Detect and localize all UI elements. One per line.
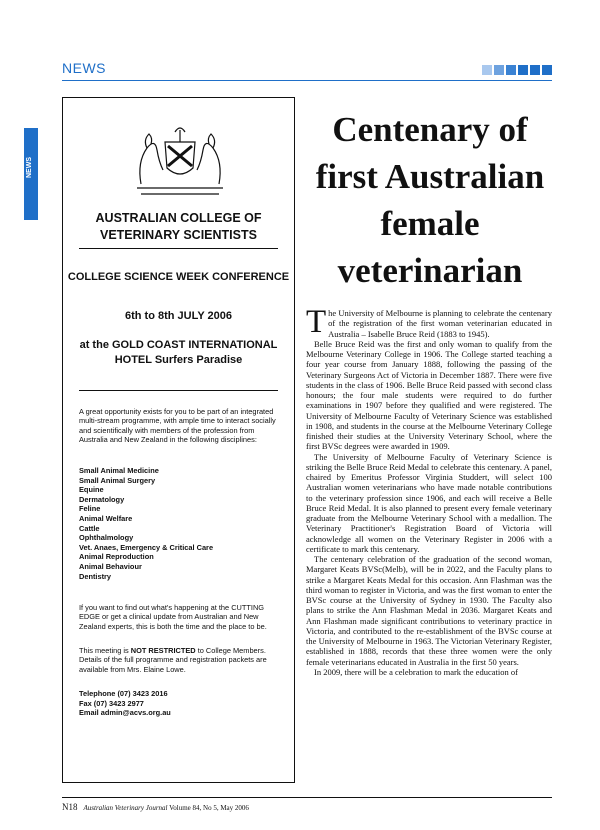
page-footer xyxy=(62,802,249,812)
ad-outro: If you want to find out what's happening at the CUTTING EDGE or get a clinical update from Australian and New Zealand experts, this is both the time and the place to be. xyxy=(79,603,267,631)
side-tab xyxy=(24,128,38,220)
journal-issue: Volume 84, No 5, May 2006 xyxy=(167,804,249,812)
header-square xyxy=(506,65,516,75)
discipline-item: Small Animal Medicine xyxy=(79,466,159,475)
journal-name: Australian Veterinary Journal xyxy=(83,804,168,812)
discipline-item: Dentistry xyxy=(79,571,112,581)
ad-divider xyxy=(79,248,278,249)
discipline-item: Animal Reproduction xyxy=(79,552,154,562)
ad-meeting-note: This meeting is NOT RESTRICTED to College Members. Details of the full programme and registration packets are available from Mrs. Elaine Lowe. xyxy=(79,646,267,674)
article-paragraph: Belle Bruce Reid was the first and only woman to qualify from the Melbourne Veterinary College in 1906. The College started teaching a four year course from January 1888, following the passing of the Veterinary Surgeons Act of Victoria in December 1887. There were five students in the class of 1906. Belle Bruce Reid passed with second class honours; the four male students were required to do further examinations in 1907 before they qualified and were registered. The University of Melbourne Faculty of Veterinary Science was established in 1908, and students in the course at the Melbourne Veterinary College finished their studies at the University Veterinary School, where the first BVSc degrees were awarded in 1909. xyxy=(306,338,552,452)
header-square xyxy=(482,65,492,75)
article-headline: Centenary of first Australian female veterinarian xyxy=(315,110,545,290)
conference-dates: 6th to 8th JULY 2006 xyxy=(125,310,232,322)
discipline-item: Feline xyxy=(79,504,101,514)
contact-telephone: Telephone (07) 3423 2016 xyxy=(79,689,168,698)
ad-intro: A great opportunity exists for you to be part of an integrated multi-stream programme, with ample time to interact socially and scientifically with members of the profession from Australia and New Zealand in the following disciplines: xyxy=(79,407,276,445)
discipline-item: Cattle xyxy=(79,523,100,533)
discipline-item: Vet. Anaes, Emergency & Critical Care xyxy=(79,542,214,552)
ad-divider xyxy=(79,390,278,391)
side-tab-label: NEWS xyxy=(26,157,33,178)
article-paragraph: The University of Melbourne is planning to celebrate the centenary of the registration of the first woman veterinarian educated in Australia – Isabelle Bruce Reid (1883 to 1945). xyxy=(306,304,552,340)
conference-venue: at the GOLD COAST INTERNATIONAL HOTEL Surfers Paradise xyxy=(79,339,278,366)
discipline-item: Small Animal Surgery xyxy=(79,475,156,485)
page-number: N18 xyxy=(62,802,78,812)
header-square xyxy=(494,65,504,75)
discipline-item: Equine xyxy=(79,485,104,495)
advertisement-box xyxy=(62,97,295,783)
conference-title: COLLEGE SCIENCE WEEK CONFERENCE xyxy=(67,271,290,283)
header-square xyxy=(518,65,528,75)
header-rule xyxy=(62,80,552,81)
ad-contact xyxy=(79,689,171,718)
drop-cap: T xyxy=(306,304,327,340)
section-header: NEWS xyxy=(62,60,106,76)
discipline-list xyxy=(79,466,213,581)
discipline-item: Dermatology xyxy=(79,494,125,504)
contact-fax: Fax (07) 3423 2977 xyxy=(79,698,144,708)
header-square xyxy=(530,65,540,75)
article-body xyxy=(306,304,552,677)
article-paragraph: The centenary celebration of the graduation of the second woman, Margaret Keats BVSc(Melb), will be in 2022, and the Faculty plans to strike a Margaret Keats Medal for this occasion. Ann Flashman was the third woman to register in Victoria, and was the first woman to enter the BVSc course at the University of Sydney in 1930. The Faculty also plans to strike the Ann Flashman Medal in 2036. Margaret Keats and Ann Flashman made significant contributions to veterinary practice in Victoria, and contributed to the re-establishment of the BVSc course at the University of Melbourne in 1963. The Victorian Veterinary Register, established in 1888, records that these three women were the only female veterinarians educated in Australia in the first 50 years. xyxy=(306,554,552,667)
header-squares xyxy=(482,65,552,75)
discipline-item: Ophthalmology xyxy=(79,533,134,543)
article-paragraph: In 2009, there will be a celebration to mark the education of xyxy=(314,666,518,677)
college-crest-icon xyxy=(127,122,233,200)
discipline-item: Animal Behaviour xyxy=(79,561,142,571)
contact-email: Email admin@acvs.org.au xyxy=(79,708,171,718)
article-paragraph: The University of Melbourne Faculty of Veterinary Science is striking the Belle Bruce Reid Medal to celebrate this centenary. A panel, chaired by Emeritus Professor Virginia Studdert, will select 100 Australian women veterinarians who have made notable contributions to the veterinary profession since 1906, and each will receive a Belle Bruce Reid Medal. It is also planned to present every female veterinary graduate from the Melbourne Veterinary School with a medallion. The Veterinary Practitioner's Registration Board of Victoria will acknowledge all women on the Veterinary Register in 2006 with a certificate to mark this centenary. xyxy=(306,451,552,554)
discipline-item: Animal Welfare xyxy=(79,513,133,523)
header-square xyxy=(542,65,552,75)
footer-rule xyxy=(62,797,552,798)
college-name: AUSTRALIAN COLLEGE OF VETERINARY SCIENTISTS xyxy=(95,211,262,242)
